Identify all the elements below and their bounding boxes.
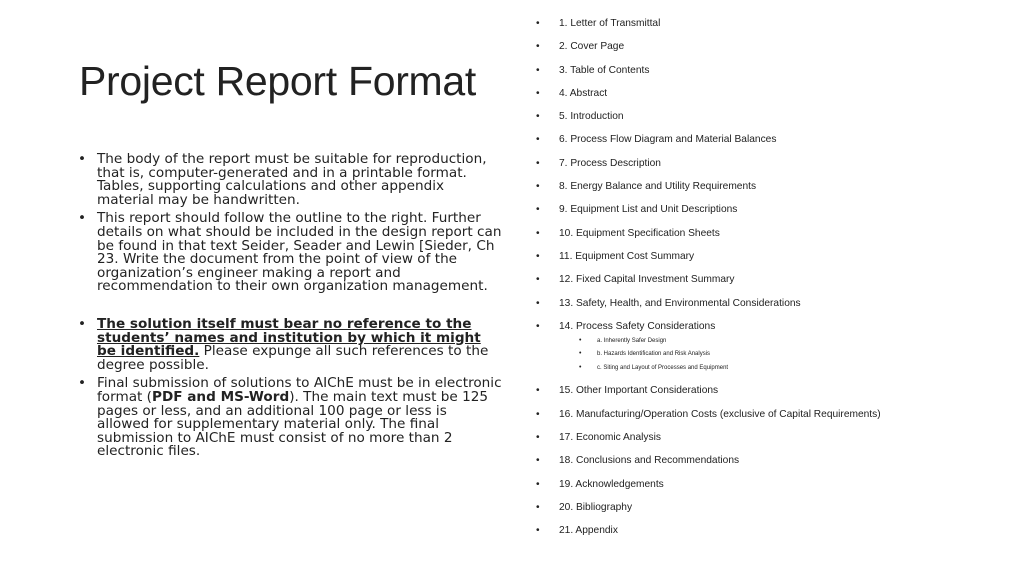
outline-item: • 11. Equipment Cost Summary [533, 248, 1013, 271]
body-bullet-text: Please expunge all such references to the degree possible. [97, 343, 489, 373]
outline-sub-list [559, 335, 1013, 376]
body-bullet-text: This report should follow the outline to the right. Further details on what should be included in the design report can be found in that text Seider, Seader and Lewin [Sieder, Ch 23. Write the document from the point of view of the organization’s engineer making a report and recommendation to their own organization management. [97, 210, 502, 295]
outline-sub-item: • c. Siting and Layout of Processes and Equipment [559, 362, 1013, 376]
outline-item: • 3. Table of Contents [533, 62, 1013, 85]
body-bullet-text: ). The main text must be 125 pages or less, and an additional 100 page or less is allowed for supplementary material only. The final submission to AIChE must consist of no more than 2 electronic files. [97, 388, 489, 460]
outline-sub-item: • a. Inherently Safer Design [559, 335, 1013, 349]
outline-item: • 21. Appendix [533, 522, 1013, 545]
body-bullet [78, 212, 503, 294]
bold-emphasis: PDF and MS-Word [151, 388, 290, 405]
outline-item: • 10. Equipment Specification Sheets [533, 225, 1013, 248]
outline-item: • 7. Process Description [533, 155, 1013, 178]
slide-title: Project Report Format [79, 58, 476, 104]
outline-item: • 20. Bibliography [533, 499, 1013, 522]
outline-item: • 2. Cover Page [533, 38, 1013, 61]
underlined-emphasis: The solution itself must bear no reference to the students’ names and institution by which it might be identified. [97, 315, 481, 360]
body-bullet [78, 153, 503, 207]
body-bullet [78, 315, 503, 373]
body-bullet-text: Final submission of solutions to AIChE must be in electronic format ( [97, 375, 502, 405]
outline-item: • 13. Safety, Health, and Environmental Considerations [533, 295, 1013, 318]
outline-item-label: 14. Process Safety Considerations [559, 320, 716, 332]
body-bullet-list [78, 153, 503, 464]
outline-item [533, 318, 1013, 376]
outline-item: • 9. Equipment List and Unit Descriptions [533, 201, 1013, 224]
body-bullet [78, 377, 503, 459]
outline-item: • 4. Abstract [533, 85, 1013, 108]
outline-item: • 16. Manufacturing/Operation Costs (exclusive of Capital Requirements) [533, 406, 1013, 429]
outline-item: • 6. Process Flow Diagram and Material Balances [533, 131, 1013, 154]
outline-item: • 12. Fixed Capital Investment Summary [533, 271, 1013, 294]
body-bullet-text: The body of the report must be suitable for reproduction, that is, computer-generated and in a printable format. Tables, supporting calculations and other appendix material may be handwritten. [97, 151, 487, 208]
outline-item: • 1. Letter of Transmittal [533, 15, 1013, 38]
outline-item: • 18. Conclusions and Recommendations [533, 452, 1013, 475]
outline-item: • 19. Acknowledgements [533, 476, 1013, 499]
outline-sub-item: • b. Hazards Identification and Risk Analysis [559, 348, 1013, 362]
outline-item: • 15. Other Important Considerations [533, 382, 1013, 405]
outline-item: • 17. Economic Analysis [533, 429, 1013, 452]
report-outline-list [533, 15, 1013, 545]
outline-item: • 5. Introduction [533, 108, 1013, 131]
outline-item: • 8. Energy Balance and Utility Requirements [533, 178, 1013, 201]
